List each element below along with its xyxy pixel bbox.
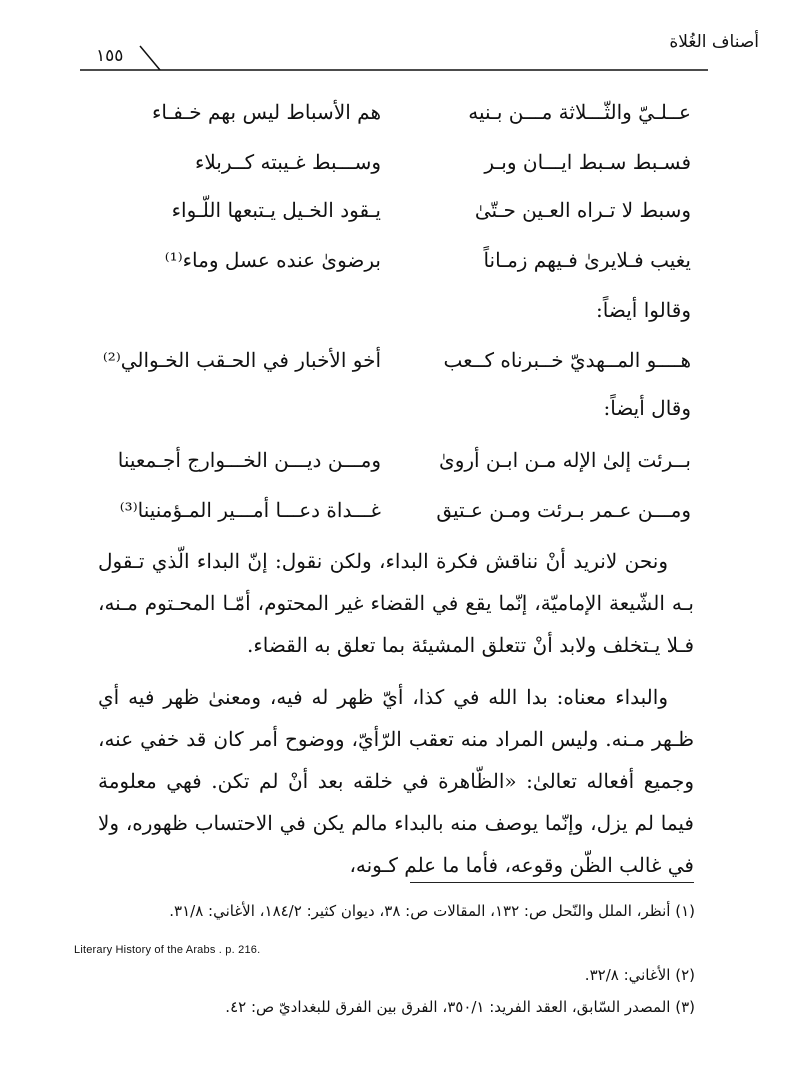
footnote: (٢) الأغاني: ٣٢/٨. (584, 966, 695, 984)
verse-line (0, 248, 791, 278)
verse-hemistich-left: يـقود الخـيل يـتبعها اللّـواء (171, 198, 381, 222)
verse-hemistich-right: عــلـيّ والثّـــلاثة مـــن بـنيه (468, 100, 691, 124)
verse-line (0, 100, 791, 130)
footnote: (٣) المصدر السّابق، العقد الفريد: ٣٥٠/١، الفرق بين الفرق للبغداديّ ص: ٤٢. (225, 998, 695, 1016)
paragraph: ونحن لانريد أنْ نناقش فكرة البداء، ولكن نقول: إنّ البداء الّذي تـقول بـه الشّيعة الإماميّة، إنّما يقع في القضاء غير المحتوم، أمّـا المحـتوم مـنه، فـلا يـتخلف ولابد أنْ تتعلق المشيئة بما تعلق به القضاء. (98, 549, 694, 657)
verse-line (0, 348, 791, 378)
verse-hemistich-right: يغيب فـلايرىٰ فـيهم زمـاناً (483, 248, 691, 272)
footnote: (١) أنظر، الملل والنّحل ص: ١٣٢، المقالات ص: ٣٨، ديوان كثير: ١٨٤/٢، الأغاني: ٣١/٨. (169, 902, 695, 920)
verse-hemistich-left: أخو الأخبار في الحـقب الخـوالي⁽²⁾ (102, 348, 381, 372)
verse-line (0, 498, 791, 528)
verse-hemistich-right: فسـبط سـبط ايـــان وبـر (484, 150, 691, 174)
verse-hemistich-right: هــــو المــهديّ خــبرناه كــعب (443, 348, 691, 372)
said-also-heading: وقالوا أيضاً: (596, 298, 691, 322)
body-text (98, 540, 694, 886)
running-title: أصناف الغُلاة (669, 32, 759, 52)
verse-hemistich-right: بــرئت إلىٰ الإله مـن ابـن أروىٰ (439, 448, 691, 472)
page-number: ١٥٥ (96, 46, 124, 66)
paragraph: والبداء معناه: بدا الله في كذا، أيّ ظهر له فيه، ومعنىٰ ظهر فيه أي ظـهر مـنه. وليس المراد منه تعقب الرّأيّ، ووضوح أمر كان قد خفي عنه، وجميع أفعاله تعالىٰ: «الظّاهرة في خلقه بعد أنْ لم تكن. فهي معلومة فيما لم يزل، وإنّما يوصف منه بالبداء مالم يكن في الاحتساب ظهوره، ولا في غالب الظّن وقوعه، فأما ما علم كـونه، (98, 685, 694, 877)
verse-line (0, 150, 791, 180)
page-header (0, 0, 791, 80)
verse-hemistich-left: برضوىٰ عنده عسل وماء⁽¹⁾ (164, 248, 381, 272)
verse-line (0, 448, 791, 478)
verse-hemistich-right: ومـــن عـمر بـرئت ومـن عـتيق (436, 498, 691, 522)
verse-hemistich-left: ومـــن ديـــن الخـــوارج أجـمعينا (117, 448, 381, 472)
verse-hemistich-right: وسبط لا تـراه العـين حـتّىٰ (474, 198, 691, 222)
verse-hemistich-left: هم الأسباط ليس بهم خـفـاء (151, 100, 381, 124)
verse-hemistich-left: غـــداة دعـــا أمـــير المـؤمنينا⁽³⁾ (119, 498, 381, 522)
footnote-latin: Literary History of the Arabs . p. 216. (74, 944, 261, 956)
verse-hemistich-left: وســـبط غـيبته كــربلاء (194, 150, 381, 174)
said-also-heading: وقال أيضاً: (603, 396, 691, 420)
verse-line (0, 198, 791, 228)
footnote-rule (410, 882, 694, 883)
